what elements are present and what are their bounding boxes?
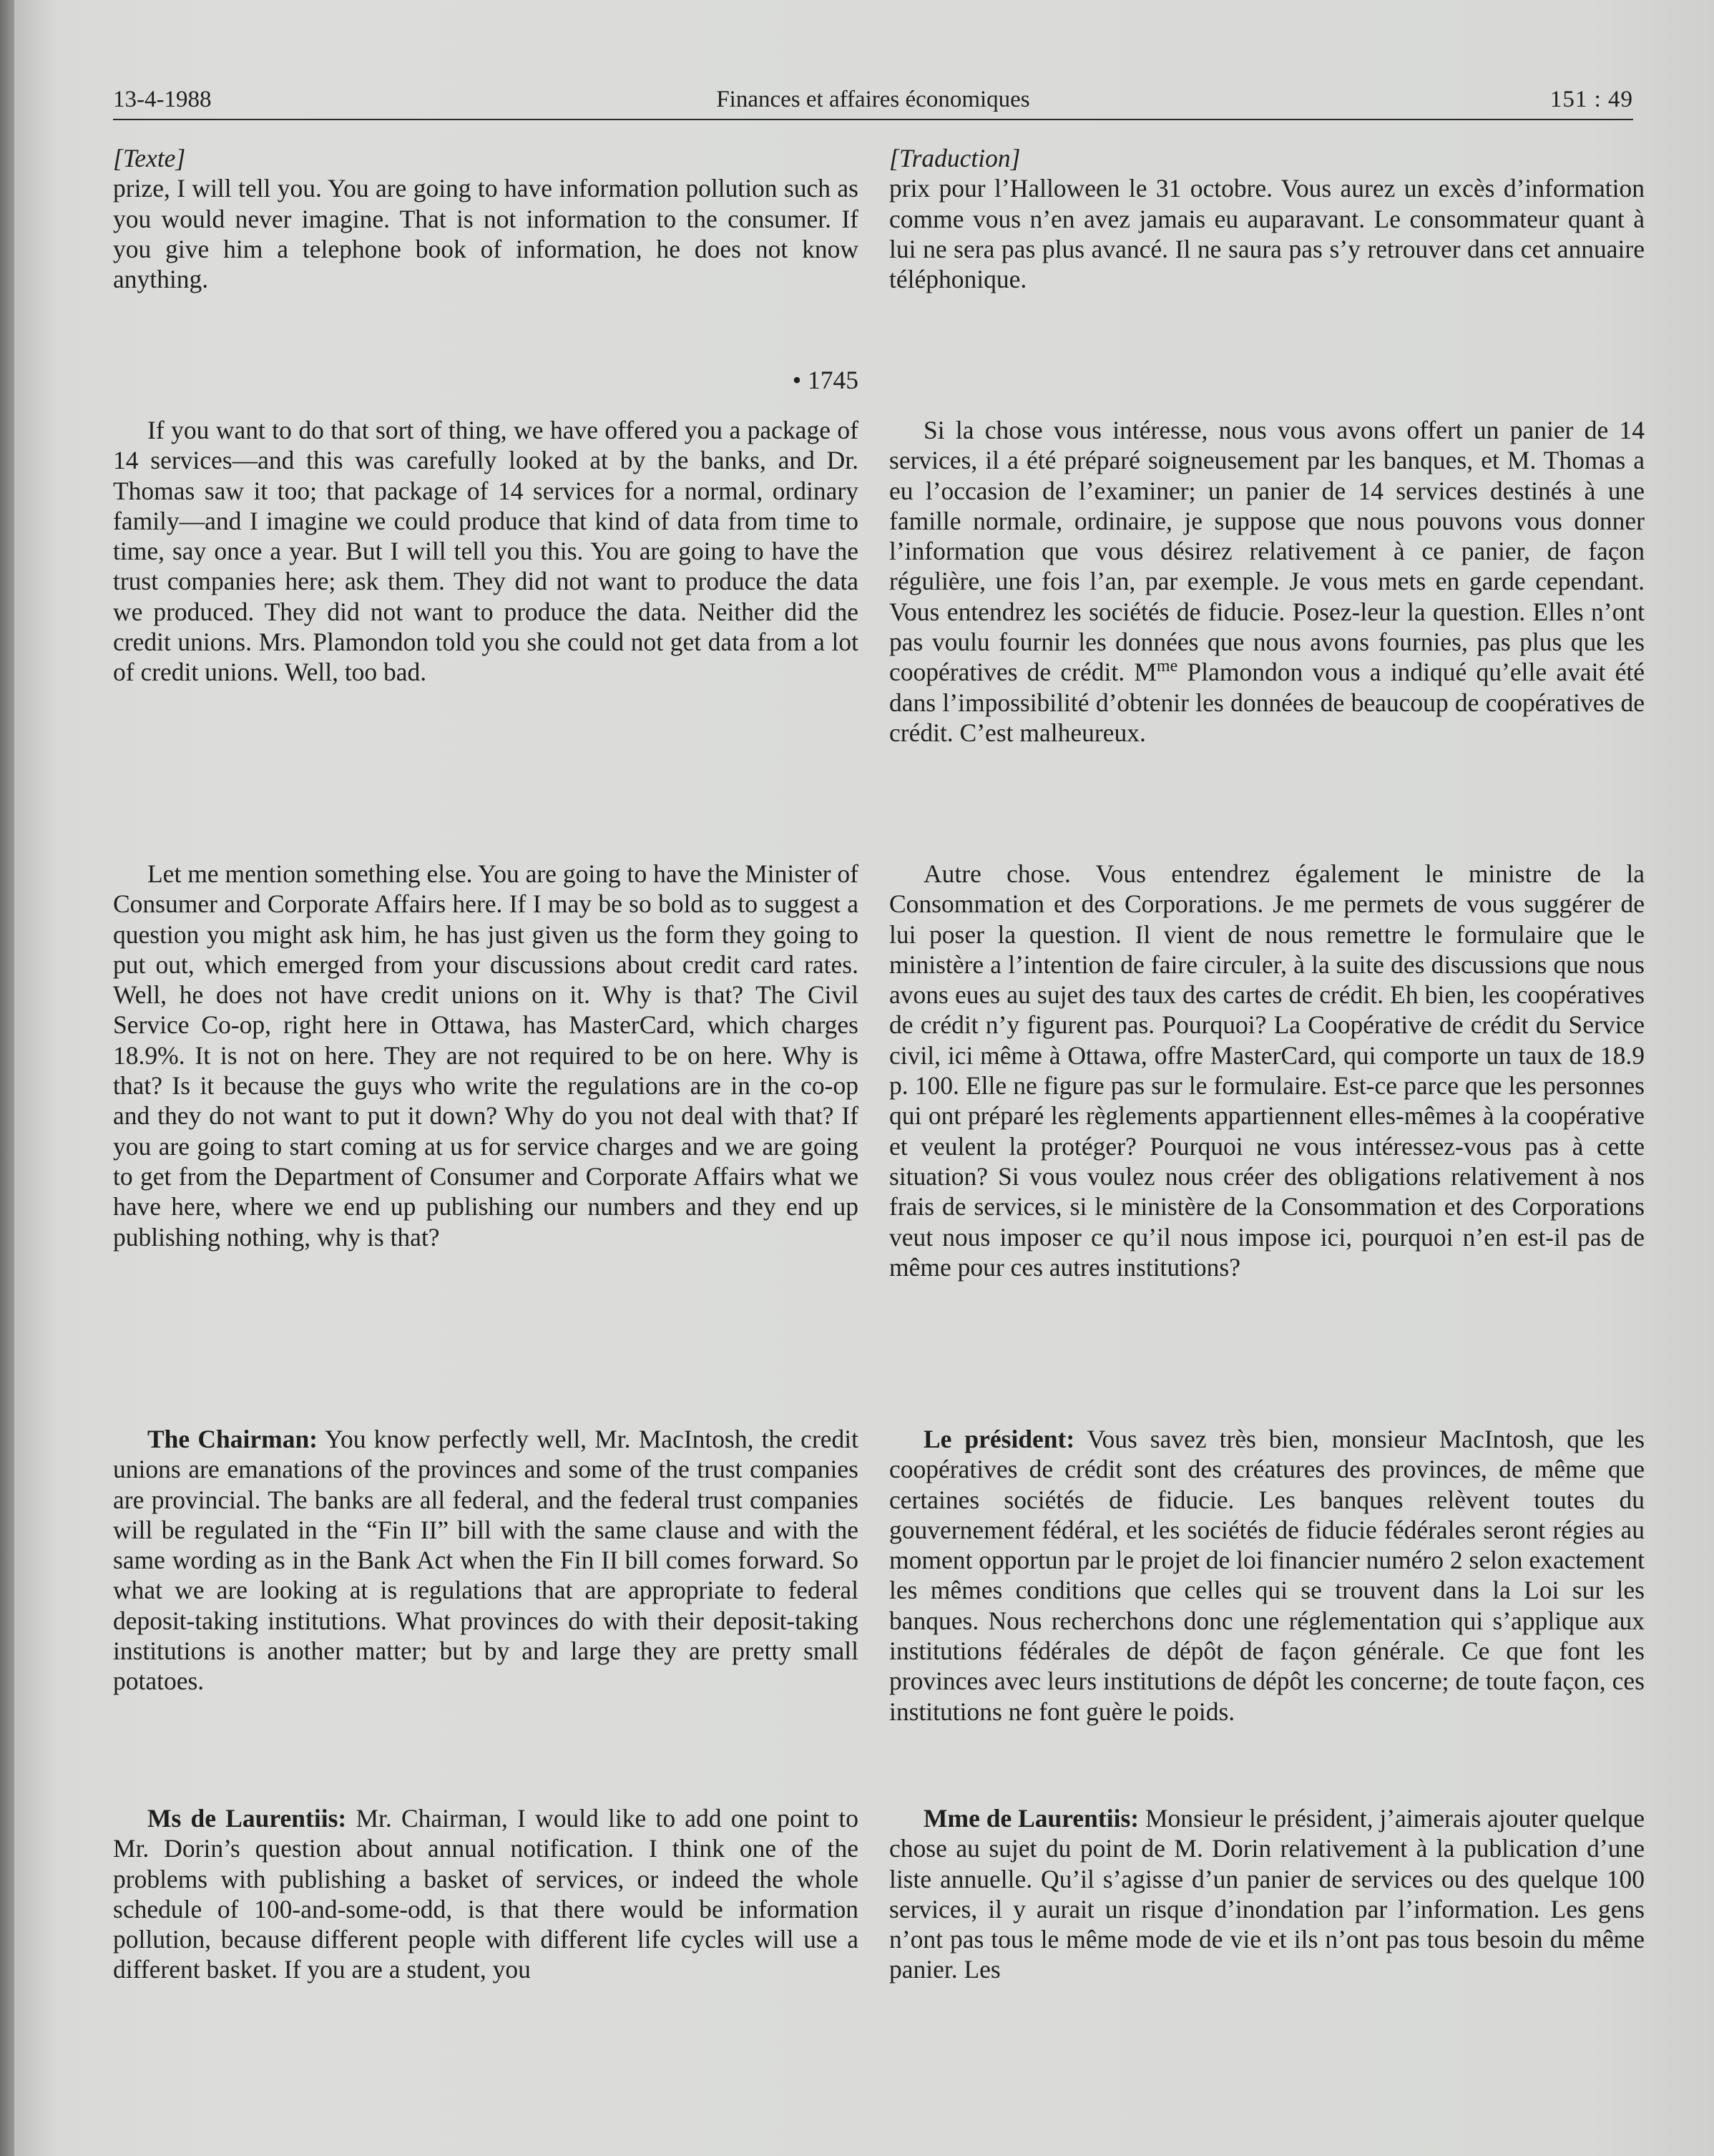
french-paragraph-2-text-a: Si la chose vous intéresse, nous vous avons offert un panier de 14 services, il a été préparé soigneusement par les banques, et M. Thomas a eu l’occasion de l’examiner; un panier de 14 services destinés à une famille normale, ordinaire, je suppose que nous pouvons vous donner l’information que vous désirez relativement à ce panier, de façon régulière, une fois l’an, par exemple. Je vous mets en garde cependant. Vous entendrez les sociétés de fiducie. Posez-leur la question. Elles n’ont pas voulu fournir les données que nous avons fournies, pas plus que les coopératives de crédit. M — [889, 416, 1645, 687]
english-block-1 — [113, 143, 858, 294]
english-paragraph-2: If you want to do that sort of thing, we have offered you a package of 14 services—and this was carefully looked at by the banks, and Dr. Thomas saw it too; that package of 14 services for a normal, ordinary family—and I imagine we could produce that kind of data from time to time, say once a year. But I will tell you this. You are going to have the trust companies here; ask them. They did not want to produce the data we produced. They did not want to produce the data. Neither did the credit unions. Mrs. Plamondon told you she could not get data from a lot of credit unions. Well, too bad. — [113, 416, 858, 687]
french-block-2 — [889, 415, 1645, 748]
french-paragraph-3: Autre chose. Vous entendrez également le ministre de la Consommation et des Corporations. Je me permets de vous suggérer de lui poser la question. Il vient de nous remettre le formulaire que le ministère a l’intention de faire circuler, à la suite des discussions que nous avons eues au sujet des taux des cartes de crédit. Eh bien, les coopératives de crédit n’y figurent pas. Pourquoi? La Coopérative de crédit du Service civil, ici même à Ottawa, offre MasterCard, qui comporte un taux de 18.9 p. 100. Elle ne figure pas sur le formulaire. Est-ce parce que les personnes qui ont préparé les règlements appartiennent elles-mêmes à la coopérative et veulent la protéger? Pourquoi ne vous intéressez-vous pas à cette situation? Si vous voulez nous créer des obligations relativement à nos frais de services, si le ministère de la Consommation et des Corporations veut nous imposer ce qu’il nous impose ici, pourquoi n’en est-il pas de même pour ces autres institutions? — [889, 859, 1645, 1282]
french-paragraph-4-text: Vous savez très bien, monsieur MacIntosh, que les coopératives de crédit sont des créatures des provinces, de même que certaines sociétés de fiducie. Les banques relèvent toutes du gouvernement fédéral, et les sociétés de fiducie fédérales seront régies au moment opportun par le projet de loi financier numéro 2 selon exactement les mêmes conditions que celles qui se trouvent dans la Loi sur les banques. Nous recherchons donc une réglementation qui s’applique aux institutions fédérales de dépôt de façon générale. Ce que font les provinces avec leurs institutions de dépôt les concerne; de toute façon, ces institutions ne font guère le poids. — [889, 1425, 1645, 1726]
english-paragraph-4 — [113, 1424, 858, 1697]
header-title: Finances et affaires économiques — [716, 87, 1030, 112]
header-page-number: 151 : 49 — [1549, 87, 1633, 112]
french-section-label: [Traduction] — [889, 144, 1021, 172]
english-section-label: [Texte] — [113, 144, 186, 172]
french-block-5 — [889, 1803, 1645, 1985]
french-paragraph-5-text: Monsieur le président, j’aimerais ajouter quelque chose au sujet du point de M. Dorin relativement à la publication d’une liste annuelle. Qu’il s’agisse d’un panier de services ou des quelque 100 services, il y aurait un risque d’inondation par l’information. Les gens n’ont pas tous le même mode de vie et ils n’ont pas tous besoin du même panier. Les — [889, 1804, 1645, 1984]
french-block-4 — [889, 1424, 1645, 1727]
time-marker: • 1745 — [792, 366, 858, 394]
french-paragraph-4 — [889, 1424, 1645, 1727]
french-paragraph-5 — [889, 1803, 1645, 1985]
english-speaker-laurentiis: Ms de Laurentiis: — [147, 1804, 347, 1833]
french-superscript-me: me — [1156, 657, 1178, 676]
english-paragraph-5 — [113, 1803, 858, 1985]
binding-edge — [0, 0, 14, 2156]
english-speaker-chairman: The Chairman: — [147, 1425, 318, 1453]
english-block-3 — [113, 859, 858, 1252]
english-block-2 — [113, 415, 858, 688]
english-paragraph-5-text: Mr. Chairman, I would like to add one point to Mr. Dorin’s question about annual notification. I think one of the problems with publishing a basket of services, or indeed the whole schedule of 100-and-some-odd, is that there would be information pollution, because different people with different life cycles will use a different basket. If you are a student, you — [113, 1804, 859, 1984]
french-paragraph-1: prix pour l’Halloween le 31 octobre. Vous aurez un excès d’information comme vous n’en avez jamais eu auparavant. Le consommateur quant à lui ne sera pas plus avancé. Il ne saura pas s’y retrouver dans cet annuaire téléphonique. — [889, 174, 1645, 294]
french-paragraph-2 — [889, 415, 1645, 748]
french-speaker-laurentiis: Mme de Laurentiis: — [924, 1804, 1140, 1833]
english-paragraph-1: prize, I will tell you. You are going to have information pollution such as you would never imagine. That is not information to the consumer. If you give him a telephone book of information, he does not know anything. — [113, 174, 858, 294]
french-paragraph-2-text-b: Plamondon vous a indiqué qu’elle avait été dans l’impossibilité d’obtenir les données de beaucoup de coopératives de crédit. C’est malheureux. — [889, 658, 1645, 747]
french-block-1 — [889, 143, 1645, 294]
french-speaker-president: Le président: — [924, 1425, 1075, 1453]
english-paragraph-3: Let me mention something else. You are going to have the Minister of Consumer and Corporate Affairs here. If I may be so bold as to suggest a question you might ask him, he has just given us the form they going to put out, which emerged from your discussions about credit card rates. Well, he does not have credit unions on it. Why is that? The Civil Service Co-op, right here in Ottawa, has MasterCard, which charges 18.9%. It is not on here. They are not required to be on here. Why is that? Is it because the guys who write the regulations are in the co-op and they do not want to put it down? Why do you not deal with that? If you are going to start coming at us for service charges and we are going to get from the Department of Consumer and Corporate Affairs what we have here, where we end up publishing our numbers and they end up publishing nothing, why is that? — [113, 859, 858, 1252]
english-block-5 — [113, 1803, 858, 1985]
english-block-4 — [113, 1424, 858, 1697]
header-rule — [113, 119, 1633, 120]
page-header — [113, 84, 1633, 122]
french-block-3 — [889, 859, 1645, 1282]
english-paragraph-4-text: You know perfectly well, Mr. MacIntosh, the credit unions are emanations of the provinces and some of the trust companies are provincial. The banks are all federal, and the federal trust companies will be regulated in the “Fin II” bill with the same clause and with the same wording as in the Bank Act when the Fin II bill comes forward. So what we are looking at is regulations that are appropriate to federal deposit-taking institutions. What provinces do with their deposit-taking institutions is another matter; but by and large they are pretty small potatoes. — [113, 1425, 858, 1696]
header-date: 13-4-1988 — [113, 87, 212, 112]
